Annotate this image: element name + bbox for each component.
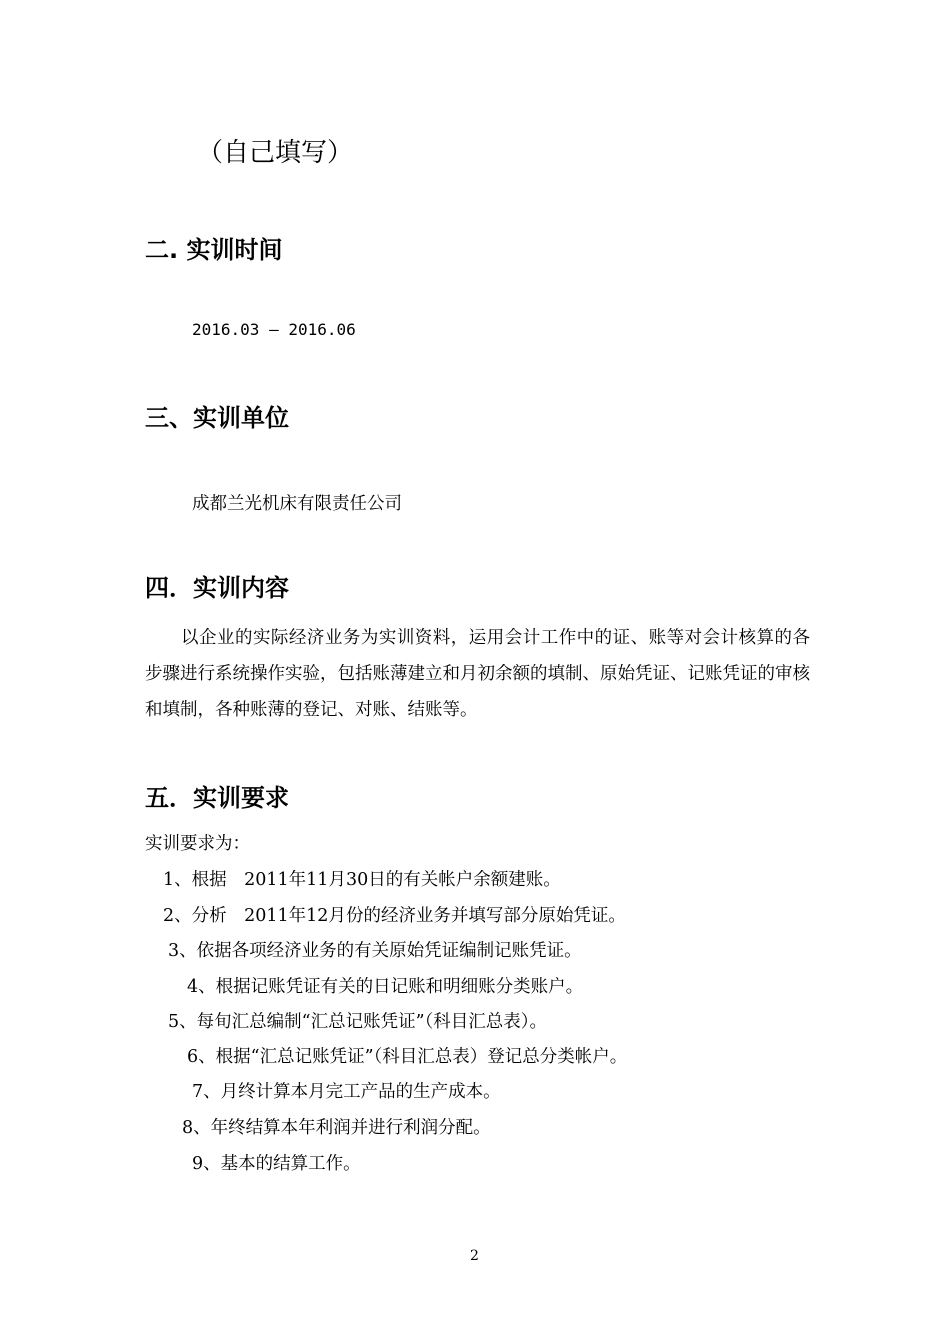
section-time-heading: 二. 实训时间 (145, 236, 283, 264)
requirement-item: 1、根据 2011年11月30日的有关帐户余额建账。 (163, 870, 561, 890)
requirement-item: 9、基本的结算工作。 (192, 1154, 361, 1174)
requirement-item: 8、年终结算本年利润并进行利润分配。 (182, 1118, 491, 1138)
requirement-item: 6、根据“汇总记账凭证”（科目汇总表）登记总分类帐户。 (187, 1047, 628, 1067)
requirement-item: 4、根据记账凭证有关的日记账和明细账分类账户。 (187, 977, 584, 997)
section-requirements-heading: 五．实训要求 (145, 784, 289, 812)
requirement-item: 7、月终计算本月完工产品的生产成本。 (192, 1082, 501, 1102)
content-paragraph: 以企业的实际经济业务为实训资料，运用会计工作中的证、账等对会计核算的各步骤进行系统操作实验，包括账薄建立和月初余额的填制、原始凭证、记账凭证的审核和填制，各种账薄的登记、对账、结账等。 (145, 628, 810, 720)
section-content-heading: 四．实训内容 (145, 574, 289, 602)
page-number: 2 (470, 1248, 479, 1264)
training-company: 成都兰光机床有限责任公司 (192, 494, 402, 514)
section-unit-heading: 三、实训单位 (145, 404, 289, 432)
requirement-item: 3、依据各项经济业务的有关原始凭证编制记账凭证。 (168, 941, 582, 961)
training-period: 2016.03 – 2016.06 (192, 320, 356, 339)
requirement-item: 5、每旬汇总编制“汇总记账凭证”（科目汇总表）。 (168, 1012, 548, 1032)
requirements-intro: 实训要求为： (145, 834, 250, 854)
requirement-item: 2、分析 2011年12月份的经济业务并填写部分原始凭证。 (163, 906, 626, 926)
fill-in-note: （自己填写） (197, 138, 354, 168)
